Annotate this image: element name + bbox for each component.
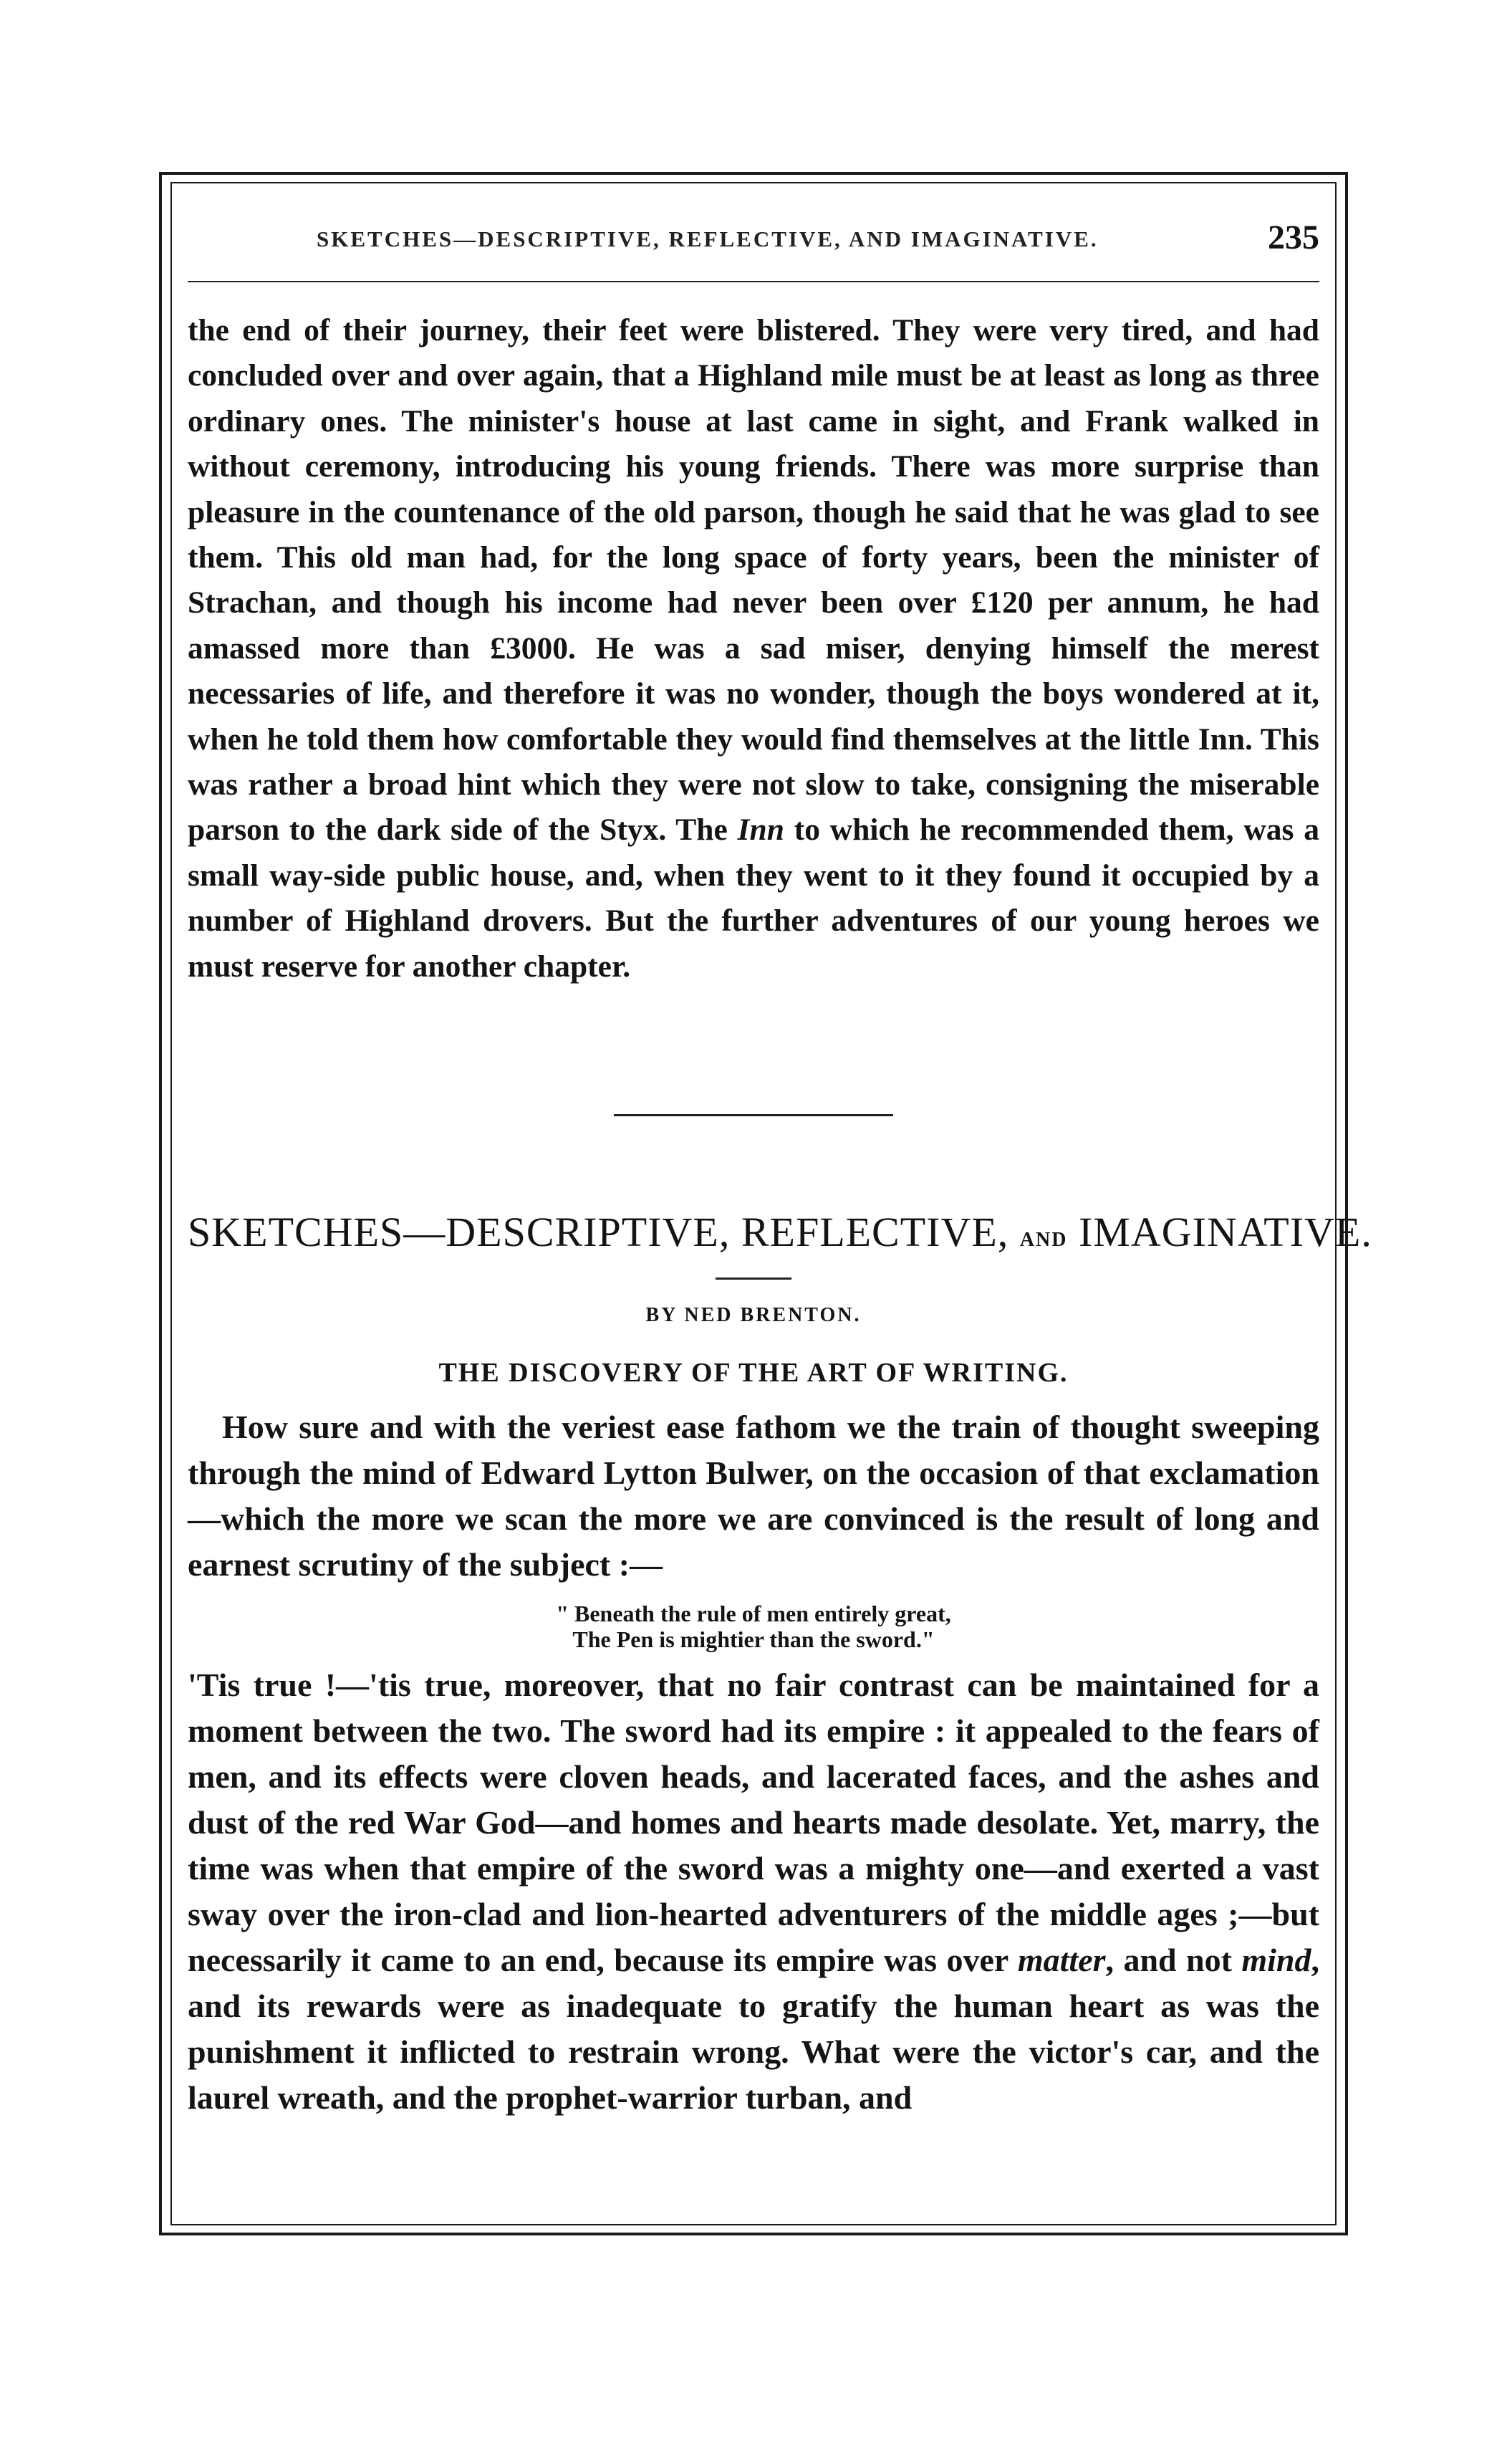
- para2-text-b: , and not: [1105, 1942, 1242, 1979]
- quote-line-2: The Pen is mightier than the sword.": [572, 1626, 935, 1653]
- page-content: [188, 182, 1372, 2121]
- second-paragraph: [188, 1662, 1319, 2121]
- para2-text-a: 'Tis true !—'tis true, moreover, that no fair contrast can be maintained for a moment between the two. The sword had its empire : it appealed to the fears of men, and its effects were cloven heads, and lacerated faces, and the ashes and dust of the red War God—and homes and hearts made desolate. Yet, marry, the time was when that empire of the sword was a mighty one—and exerted a vast sway over the iron-clad and lion-hearted adventurers of the middle ages ;—but necessarily it came to an end, because its empire was over: [188, 1667, 1319, 1979]
- running-head-title: SKETCHES—DESCRIPTIVE, REFLECTIVE, AND IMAGINATIVE.: [317, 226, 1099, 251]
- verse-quote: [188, 1601, 1319, 1652]
- header-rule: [188, 281, 1319, 282]
- para2-mind: mind: [1241, 1942, 1311, 1979]
- byline: BY NED BRENTON.: [645, 1304, 862, 1327]
- bottom-rule-outer: [159, 2233, 1348, 2235]
- section-title-and: AND: [1019, 1229, 1068, 1252]
- title-short-rule: [716, 1277, 791, 1280]
- running-head: [188, 182, 1319, 289]
- paragraph-text-end: to which he recommended them, was a small way-side public house, and, when they went to it they found it occupied by a number of Highland drovers. But the further adventures of our young heroes we must reserve for another chapter.: [188, 812, 1320, 984]
- paragraph-text: the end of their journey, their feet were blistered. They were very tired, and had concluded over and over again, that a Highland mile must be at least as long as three ordinary ones. The minister's house at last came in sight, and Frank walked in without ceremony, introducing his young friends. There was more surprise than pleasure in the countenance of the old parson, though he said that he was glad to see them. This old man had, for the long space of forty years, been the minister of Strachan, and though his income had never been over £120 per annum, he had amassed more than £3000. He was a sad miser, denying himself the merest necessaries of life, and therefore it was no wonder, though the boys wondered at it, when he told them how comfortable they would find themselves at the little Inn. This was rather a broad hint which they were not slow to take, consigning the miserable parson to the dark side of the Styx. The: [188, 313, 1319, 848]
- section-separator-rule: [614, 1114, 893, 1116]
- para2-text-c: , and its rewards were as inadequate to gratify the human heart as was the punishment it inflicted to restrain wrong. What were the victor's car, and the laurel wreath, and the prophet-warrior turban, and: [188, 1942, 1319, 2117]
- section-title-part1: SKETCHES—DESCRIPTIVE, REFLECTIVE,: [188, 1209, 1020, 1256]
- quote-line-1: " Beneath the rule of men entirely great,: [556, 1601, 951, 1627]
- article-title: THE DISCOVERY OF THE ART OF WRITING.: [438, 1358, 1069, 1389]
- para2-matter: matter: [1017, 1942, 1106, 1979]
- section-title: [188, 1208, 1372, 1256]
- intro-paragraph: How sure and with the veriest ease fathom we the train of thought sweeping through the mind of Edward Lytton Bulwer, on the occasion of that exclamation—which the more we scan the more we are convinced is the result of long and earnest scrutiny of the subject :—: [188, 1409, 1319, 1583]
- page-number: 235: [1268, 219, 1319, 257]
- inn-word: Inn: [737, 812, 784, 848]
- bottom-rule-inner: [170, 2224, 1337, 2225]
- previous-chapter-paragraph: [188, 308, 1319, 989]
- section-title-part2: IMAGINATIVE.: [1067, 1209, 1372, 1256]
